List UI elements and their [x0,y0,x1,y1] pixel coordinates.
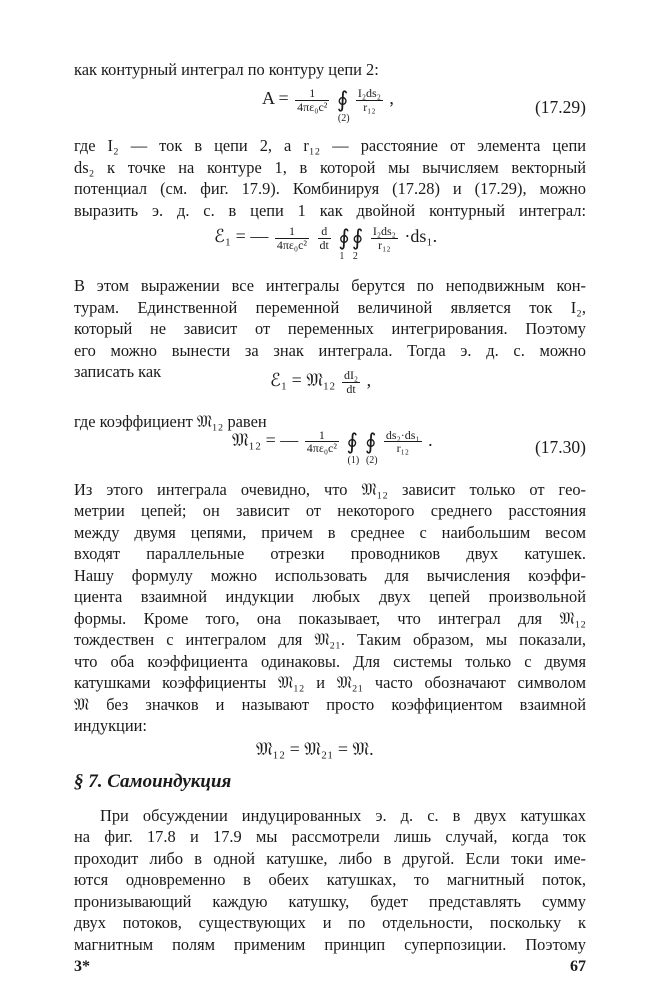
integral-subscript: (2) [337,113,350,125]
text-line: между двумя цепями, причем в среднее с наибольшим весом [74,522,586,542]
equation-17-29 [262,86,394,125]
fraction-numerator: dI₂ [343,368,359,382]
integral-subscript: (1) [347,454,360,466]
text-line: потенциал (см. фиг. 17.9). Комбинируя (17.28) и (17.29), можно [74,179,586,198]
text-line: метрии цепей; он зависит от некоторого среднего расстояния [74,501,586,520]
equation-lhs: ℰ₁ = 𝔐₁₂ [270,370,336,391]
fraction [371,225,398,251]
equation-lhs: A = [262,88,289,109]
text-line: Нашу формулу можно использовать для вычисления коэффи- [74,565,586,585]
fraction [356,87,383,113]
text-line: турам. Единственной переменной величиной является ток I₂, [74,297,586,317]
equation-lhs: 𝔐₁₂ = — [232,429,299,450]
fraction-denominator: r₁₂ [378,237,391,252]
fraction-numerator: 1 [305,429,339,443]
section-heading: § 7. Самоиндукция [74,770,232,792]
fraction [342,369,360,395]
integral-subscript: (2) [365,454,378,466]
text-line: В этом выражении все интегралы берутся по неподвижным кон- [74,276,586,295]
footer-signature: 3* [74,958,90,975]
contour-integral-sign: ∮ 1 [338,225,350,263]
fraction [275,225,309,251]
fraction-numerator: d [318,225,331,239]
fraction-denominator: r₁₂ [363,99,376,114]
fraction [384,429,422,455]
text-line: на фиг. 17.8 и 17.9 мы рассмотрели лишь случай, когда ток [74,827,586,846]
equation-17-30 [232,427,433,466]
equation-tail: ·ds₁. [404,226,438,247]
contour-integral-sign: ∮ 2 [351,225,364,263]
fraction-denominator: 4πε₀c² [297,99,328,114]
text-line: индукции: [74,716,147,735]
equation-emf-double-integral [214,224,438,263]
fraction-numerator: 1 [295,87,329,101]
text-line: 𝔐 без значков и называют просто коэффициентом взаимной [74,694,586,714]
integral-subscript: 2 [352,251,358,263]
text-line: циента взаимной индукции любых двух цепей произвольной [74,587,586,606]
equation-lhs: ℰ₁ = — [214,226,269,247]
text-line: что оба коэффициента одинаковы. Для системы только с двумя [74,651,586,671]
equation-tail: , [366,370,372,391]
text-line: катушками коэффициенты 𝔐₁₂ и 𝔐₂₁ часто обозначают символом [74,673,586,692]
contour-integral-sign: ∮ (2) [336,87,350,125]
text-line: его можно вынести за знак интеграла. Тогда э. д. с. можно [74,340,586,360]
text-line: где I₂ — ток в цепи 2, а r₁₂ — расстояние от элемента цепи [74,136,586,155]
fraction-derivative [318,225,331,251]
fraction-denominator: 4πε₀c² [306,441,337,456]
text-line: проходит либо в одной катушке, либо в другой. Если токи име- [74,848,586,868]
equation-mutual-equal: 𝔐₁₂ = 𝔐₂₁ = 𝔐. [256,738,374,759]
text-line: как контурный интеграл по контуру цепи 2: [74,60,379,79]
contour-integral-sign: ∮ (2) [364,428,378,466]
text-line: ются одновременно в обеих катушках, то магнитный поток, [74,870,586,889]
text-line: пронизывающий каждую катушку, будет представлять сумму [74,891,586,911]
text-line: тождествен с интегралом для 𝔐₂₁. Таким образом, мы показали, [74,630,586,649]
text-line: формы. Кроме того, она показывает, что интеграл для 𝔐₁₂ [74,608,586,628]
text-line: который не зависит от переменных интегрирования. Поэтому [74,319,586,338]
fraction [305,429,339,455]
fraction-denominator: dt [346,381,356,396]
integral-subscript: 1 [339,251,345,263]
contour-integral-sign: ∮ (1) [346,428,360,466]
text-line: При обсуждении индуцированных э. д. с. в двух катушках [100,805,586,825]
text-line: магнитным полям применим принцип суперпозиции. Поэтому [74,934,586,954]
text-line: Из этого интеграла очевидно, что 𝔐₁₂ зависит только от гео- [74,479,586,499]
fraction-numerator: ds₂·ds₁ [385,427,420,442]
fraction-denominator: r₁₂ [396,441,409,456]
equation-tail: . [428,429,433,450]
fraction-denominator: 4πε₀c² [276,237,308,252]
page-number: 67 [570,958,586,975]
equation-tail: , [389,88,394,109]
fraction-numerator: I₂ds₂ [357,86,381,100]
text-line: записать как [74,362,162,381]
equation-emf-mutual [270,369,371,395]
text-line: двух потоков, существующих и по отдельности, поскольку к [74,913,586,932]
text-line: ds₂ к точке на контуре 1, в которой мы вычисляем векторный [74,157,586,177]
equation-number: (17.29) [534,97,586,117]
equation-number: (17.30) [534,436,586,457]
fraction-denominator: dt [319,237,329,252]
text-line: где коэффициент 𝔐₁₂ равен [74,411,267,431]
fraction-numerator: I₂ds₂ [372,224,396,238]
text-line: выразить э. д. с. в цепи 1 как двойной контурный интеграл: [74,200,586,220]
fraction-numerator: 1 [275,225,309,239]
fraction [295,87,329,113]
text-line: входят параллельные отрезки проводников двух катушек. [74,544,586,563]
